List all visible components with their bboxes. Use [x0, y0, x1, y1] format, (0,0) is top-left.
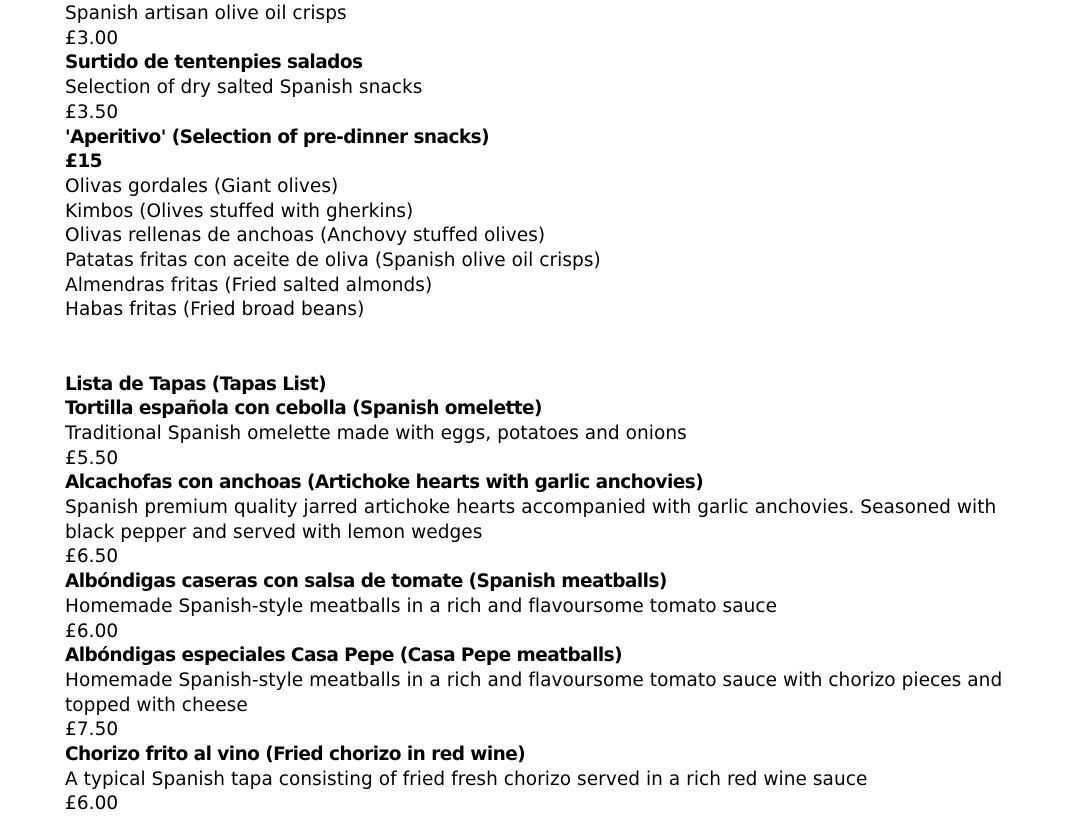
list-item: Olivas gordales (Giant olives): [65, 175, 339, 197]
list-item: Kimbos (Olives stuffed with gherkins): [65, 200, 414, 222]
item-description: Spanish artisan olive oil crisps: [65, 3, 347, 24]
list-item: Patatas fritas con aceite de oliva (Spanish olive oil crisps): [65, 250, 601, 272]
item-title: Surtido de tentenpies salados: [65, 52, 363, 74]
item-description: Traditional Spanish omelette made with eggs, potatoes and onions: [65, 422, 687, 444]
menu-page: [65, 2, 1005, 817]
item-title: Albóndigas especiales Casa Pepe (Casa Pepe meatballs): [65, 645, 623, 667]
item-price: £6.50: [65, 546, 119, 568]
item-price: £6.00: [65, 620, 119, 642]
item-price: £15: [65, 151, 102, 173]
item-description: A typical Spanish tapa consisting of fried fresh chorizo served in a rich red wine sauce: [65, 768, 868, 790]
item-price: £6.00: [65, 793, 119, 815]
item-description: Spanish premium quality jarred artichoke hearts accompanied with garlic anchovies. Seasoned with black pepper and served with lemon wedges: [65, 497, 997, 543]
item-title: Albóndigas caseras con salsa de tomate (Spanish meatballs): [65, 571, 667, 593]
section-heading: Lista de Tapas (Tapas List): [65, 373, 326, 395]
item-price: £3.50: [65, 101, 119, 123]
list-item: Habas fritas (Fried broad beans): [65, 299, 365, 321]
item-description: Homemade Spanish-style meatballs in a rich and flavoursome tomato sauce: [65, 595, 778, 617]
item-title: Alcachofas con anchoas (Artichoke hearts with garlic anchovies): [65, 472, 704, 494]
item-price: £5.50: [65, 447, 119, 469]
item-title: Tortilla española con cebolla (Spanish omelette): [65, 398, 542, 420]
item-title: 'Aperitivo' (Selection of pre-dinner snacks): [65, 126, 490, 148]
item-price: £7.50: [65, 719, 119, 741]
item-price: £3.00: [65, 27, 119, 49]
item-title: Chorizo frito al vino (Fried chorizo in red wine): [65, 744, 526, 766]
section-spacer: [65, 323, 1005, 372]
item-description: Homemade Spanish-style meatballs in a rich and flavoursome tomato sauce with chorizo pieces and topped with cheese: [65, 669, 1003, 716]
item-description: Selection of dry salted Spanish snacks: [65, 77, 423, 99]
list-item: Almendras fritas (Fried salted almonds): [65, 274, 433, 296]
list-item: Olivas rellenas de anchoas (Anchovy stuffed olives): [65, 225, 546, 247]
